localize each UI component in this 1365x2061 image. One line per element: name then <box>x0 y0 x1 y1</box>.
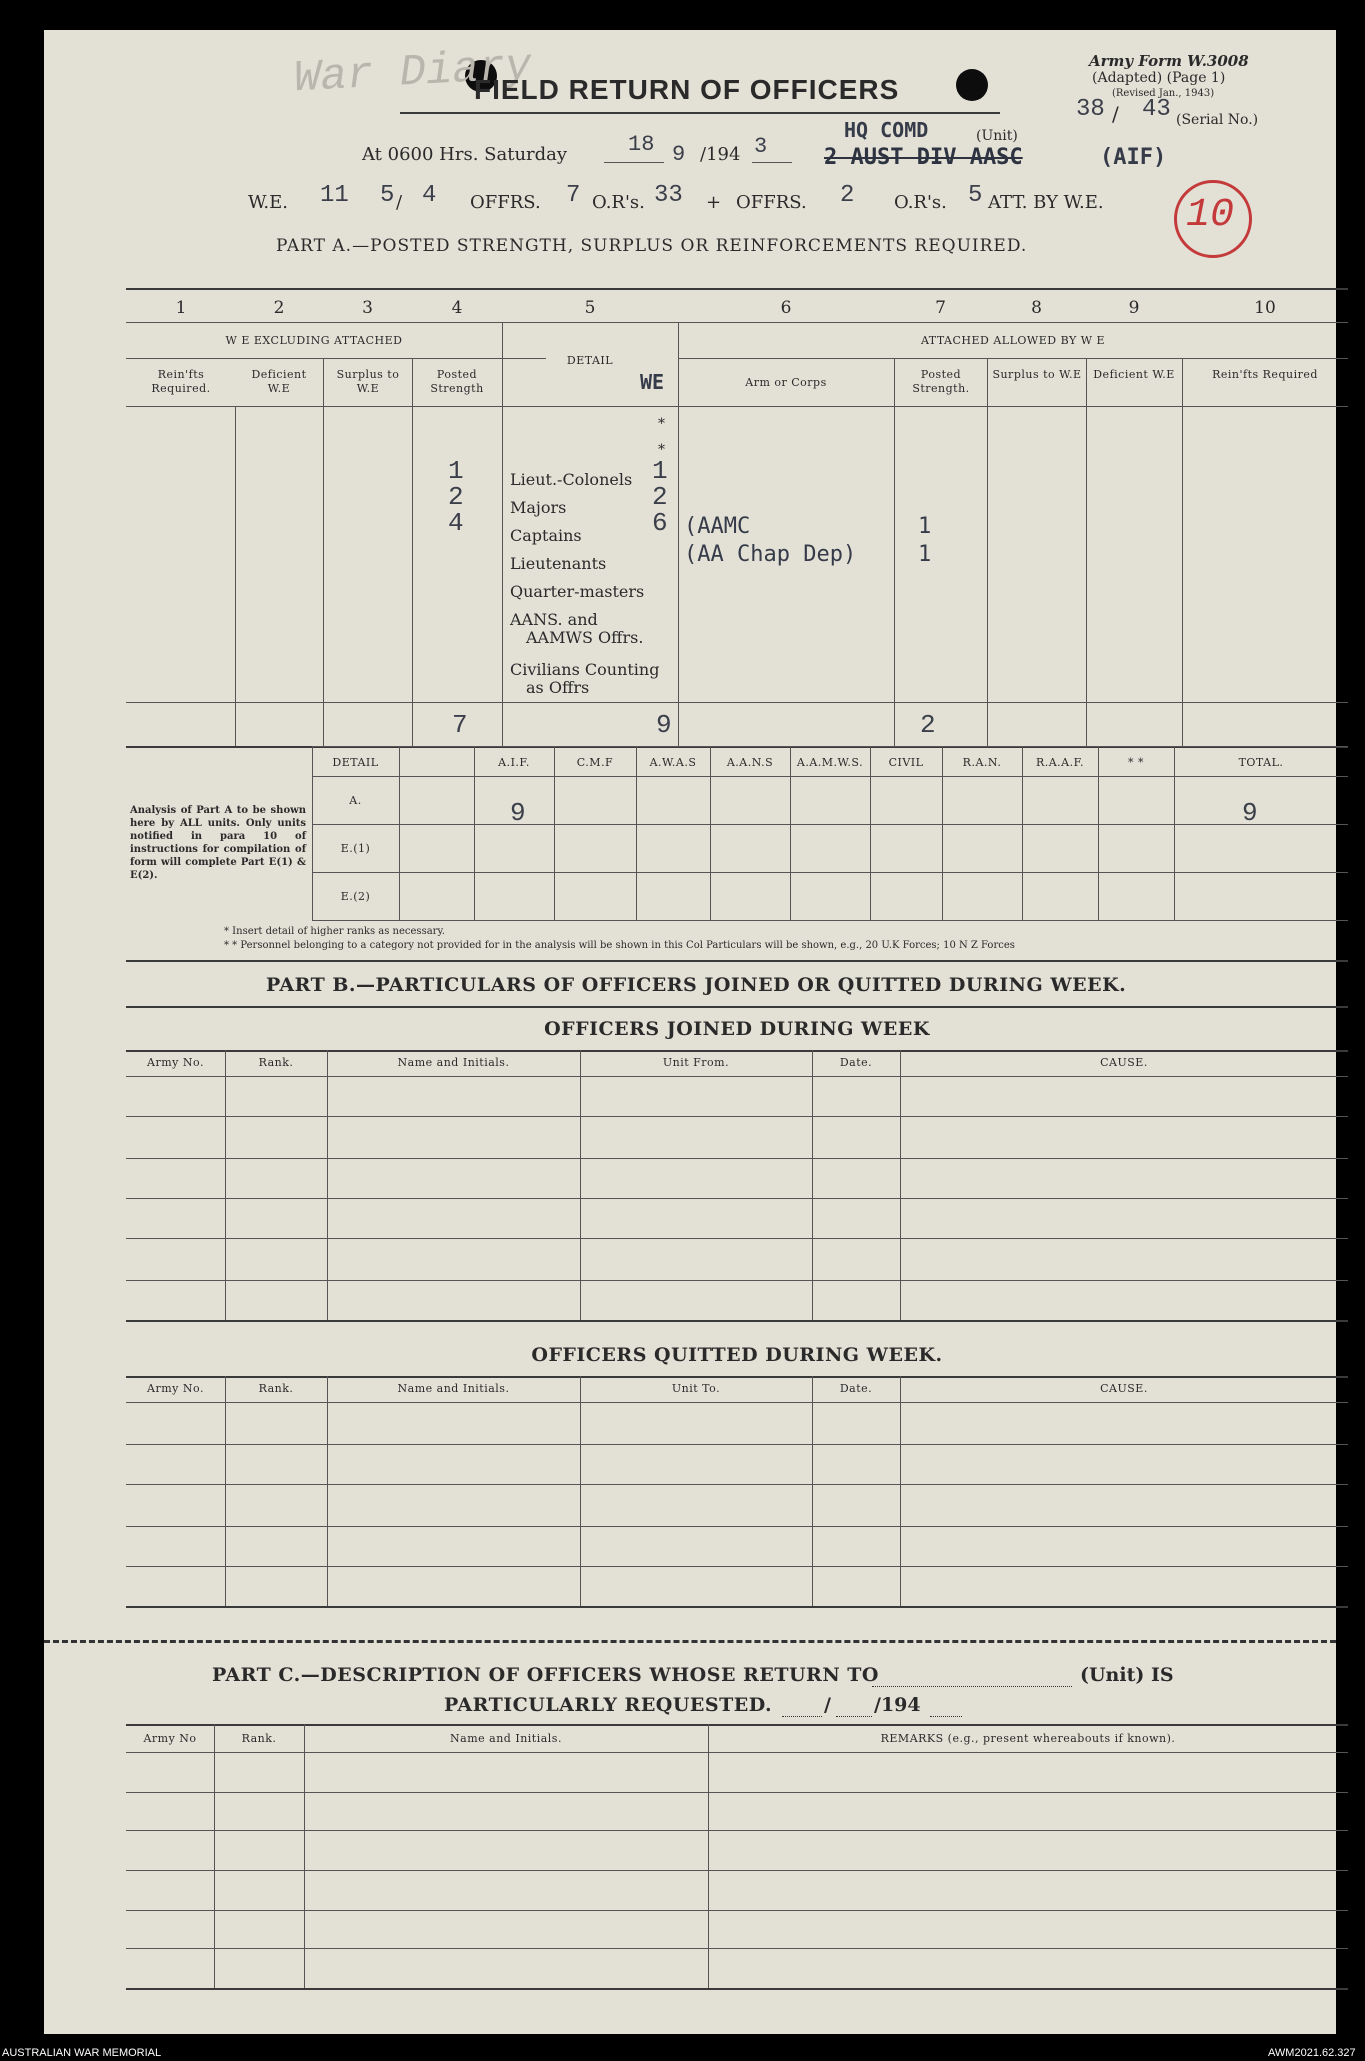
vcol-a3 <box>412 358 413 746</box>
part-a-title: PART A.—POSTED STRENGTH, SURPLUS OR REINFORCEMENTS REQUIRED. <box>276 236 1028 256</box>
posted-lt-col: 1 <box>448 456 464 486</box>
joined-col-date: Date. <box>839 1056 873 1069</box>
we-stamp: WE <box>640 370 665 394</box>
part-b-title-line <box>126 1006 1348 1008</box>
analysis-hdr-cmf: C.M.F <box>576 756 614 769</box>
analysis-top <box>312 746 1348 747</box>
analysis-v4 <box>636 746 637 920</box>
part-c-col-rank: Rank. <box>241 1732 277 1745</box>
date-year-line <box>752 162 792 163</box>
subhdr-att-deficient: Deficient W.E <box>1093 368 1175 381</box>
subhdr-arm-corps: Arm or Corps <box>745 376 827 389</box>
we-c: 4 <box>422 182 437 209</box>
part-c-col-remarks: REMARKS (e.g., present whereabouts if known). <box>880 1732 1176 1745</box>
analysis-hdr-civil: CIVIL <box>888 756 924 769</box>
analysis-row-a <box>312 824 1348 825</box>
analysis-v5 <box>710 746 711 920</box>
analysis-total-a: 9 <box>1242 798 1258 828</box>
joined-col-unit: Unit From. <box>662 1056 730 1069</box>
analysis-v9 <box>1022 746 1023 920</box>
form-title: FIELD RETURN OF OFFICERS <box>474 74 900 105</box>
joined-hdr-top <box>126 1050 1348 1052</box>
part-c-unit-is: (Unit) IS <box>1080 1664 1174 1686</box>
serial-number: 38 <box>1076 96 1105 123</box>
part-c-col-name: Name and Initials. <box>450 1732 562 1745</box>
we-a: 11 <box>320 182 349 209</box>
subhdr-att-posted: Posted Strength. <box>912 368 970 395</box>
part-a-subhdr-line <box>126 406 1348 407</box>
detail-header: DETAIL <box>566 354 614 367</box>
title-underline <box>400 112 1000 114</box>
quitted-row-1 <box>126 1444 1348 1445</box>
rank-lieut-colonels: Lieut.-Colonels <box>510 470 633 489</box>
posted-captains: 4 <box>448 508 464 538</box>
plus-sign: + <box>706 192 722 213</box>
date-day: 18 <box>628 132 655 157</box>
analysis-row-e1 <box>312 872 1348 873</box>
joined-v4 <box>812 1050 813 1320</box>
analysis-note: Analysis of Part A to be shown here by ALL units. Only units notified in para 10 of instructions for compilation of form will complete Part E(1) & E(2). <box>130 805 306 881</box>
joined-v5 <box>900 1050 901 1320</box>
analysis-hdr-aif: A.I.F. <box>498 756 530 769</box>
joined-col-cause: CAUSE. <box>1100 1056 1148 1069</box>
we-sep: / <box>396 192 403 213</box>
col-num-3: 3 <box>362 298 373 318</box>
joined-col-name: Name and Initials. <box>397 1056 510 1069</box>
arm-chap-dep: (AA Chap Dep) <box>684 542 857 567</box>
part-c-v2 <box>304 1724 305 1988</box>
part-c-row-1 <box>126 1792 1348 1793</box>
quitted-v5 <box>900 1376 901 1606</box>
serial-year: 43 <box>1142 96 1171 123</box>
col-num-9: 9 <box>1128 298 1140 318</box>
part-c-line1: PART C.—DESCRIPTION OF OFFICERS WHOSE RETURN TO <box>212 1664 879 1686</box>
subhdr-reinfts: Rein'fts Required. <box>151 368 211 395</box>
part-c-hdr-bottom <box>126 1752 1348 1753</box>
vcol-a6 <box>894 358 895 746</box>
joined-bottom <box>126 1320 1348 1322</box>
date-day-line <box>604 162 664 163</box>
quitted-hdr-top <box>126 1376 1348 1378</box>
form-revised: (Revised Jan., 1943) <box>1112 88 1215 99</box>
part-a-group-line-left <box>126 358 546 359</box>
offrs-value-2: 2 <box>840 182 855 209</box>
vcol-a4 <box>502 322 503 746</box>
att-posted-aamc: 1 <box>918 514 932 539</box>
army-form-id: Army Form W.3008 <box>1089 52 1249 70</box>
quitted-v2 <box>327 1376 328 1606</box>
part-a-top <box>126 288 1348 290</box>
joined-title: OFFICERS JOINED DURING WEEK <box>544 1018 930 1040</box>
we-captains: 6 <box>652 508 668 538</box>
form-adapted: (Adapted) (Page 1) <box>1092 70 1226 86</box>
vcol-a7 <box>987 358 988 746</box>
offrs-value-1: 7 <box>566 182 581 209</box>
col-num-6: 6 <box>780 298 792 318</box>
analysis-hdr-aamws: A.A.M.W.S. <box>796 756 864 769</box>
total-we: 9 <box>656 710 672 740</box>
analysis-row-e2-label: E.(2) <box>340 890 371 903</box>
col-num-5: 5 <box>584 298 596 318</box>
quitted-hdr-bottom <box>126 1402 1348 1403</box>
arm-aamc: (AAMC <box>684 514 751 539</box>
analysis-hdr-raaf: R.A.A.F. <box>1035 756 1085 769</box>
attached-header: ATTACHED ALLOWED BY W E <box>920 334 1106 347</box>
col-num-1: 1 <box>175 298 187 318</box>
quitted-col-date: Date. <box>839 1382 873 1395</box>
analysis-hdr-total: TOTAL. <box>1238 756 1284 769</box>
quitted-v4 <box>812 1376 813 1606</box>
quitted-col-cause: CAUSE. <box>1100 1382 1148 1395</box>
footer-institution: AUSTRALIAN WAR MEMORIAL <box>2 2047 162 2059</box>
quitted-bottom <box>126 1606 1348 1608</box>
part-b-title: PART B.—PARTICULARS OF OFFICERS JOINED OR QUITTED DURING WEEK. <box>266 974 1127 996</box>
part-c-v3 <box>708 1724 709 1988</box>
quitted-row-4 <box>126 1566 1348 1567</box>
part-a-group-line-right <box>678 358 1348 359</box>
joined-v3 <box>580 1050 581 1320</box>
quitted-row-3 <box>126 1526 1348 1527</box>
part-c-v1 <box>214 1724 215 1988</box>
war-diary-scribble: War Diary <box>292 41 533 105</box>
part-c-hdr-top <box>126 1724 1348 1726</box>
part-c-line2: PARTICULARLY REQUESTED. <box>444 1694 773 1716</box>
analysis-aif-a: 9 <box>510 798 526 828</box>
rank-quarter-masters: Quarter-masters <box>510 582 645 601</box>
quitted-title: OFFICERS QUITTED DURING WEEK. <box>531 1344 943 1366</box>
joined-row-1 <box>126 1116 1348 1117</box>
vcol-a9 <box>1182 358 1183 746</box>
footnote-1: * Insert detail of higher ranks as necessary. <box>224 926 445 937</box>
joined-hdr-bottom <box>126 1076 1348 1077</box>
subhdr-att-reinfts: Rein'fts Required <box>1212 368 1318 381</box>
quitted-col-army-no: Army No. <box>147 1382 204 1395</box>
analysis-v6 <box>790 746 791 920</box>
quitted-col-rank: Rank. <box>258 1382 294 1395</box>
analysis-v1 <box>399 746 400 920</box>
offrs-label-1: OFFRS. <box>470 192 541 213</box>
rank-civilians: Civilians Counting <box>510 660 660 679</box>
ors-value-1: 33 <box>654 182 683 209</box>
col-num-2: 2 <box>273 298 285 318</box>
vcol-a1 <box>235 406 236 746</box>
part-a-total-line-top <box>126 702 1348 703</box>
att-posted-chap: 1 <box>918 542 932 567</box>
part-c-bottom <box>126 1988 1348 1990</box>
date-year: 3 <box>754 134 768 159</box>
at-hours-label: At 0600 Hrs. Saturday <box>362 144 568 165</box>
rank-lieutenants: Lieutenants <box>510 554 607 573</box>
vcol-a8 <box>1086 358 1087 746</box>
analysis-hdr-ran: R.A.N. <box>962 756 1002 769</box>
subhdr-att-surplus: Surplus to W.E <box>992 368 1082 381</box>
analysis-hdr-line <box>312 776 1348 777</box>
analysis-v8 <box>942 746 943 920</box>
we-b: 5 <box>380 182 395 209</box>
serial-label: (Serial No.) <box>1176 112 1259 128</box>
rank-aans: AANS. and <box>510 610 598 629</box>
analysis-v3 <box>554 746 555 920</box>
we-majors: 2 <box>652 482 668 512</box>
detail-star-2: * <box>658 442 665 458</box>
rank-as-offrs: as Offrs <box>526 678 590 697</box>
joined-row-3 <box>126 1198 1348 1199</box>
perforation-line <box>44 1640 1336 1643</box>
analysis-v2 <box>474 746 475 920</box>
col-num-7: 7 <box>935 298 946 318</box>
total-posted: 7 <box>452 710 468 740</box>
subhdr-posted: Posted Strength <box>430 368 484 395</box>
part-c-row-3 <box>126 1870 1348 1871</box>
rank-majors: Majors <box>510 498 567 517</box>
quitted-row-2 <box>126 1484 1348 1485</box>
joined-col-rank: Rank. <box>258 1056 294 1069</box>
part-b-top <box>126 960 1348 962</box>
joined-row-4 <box>126 1238 1348 1239</box>
joined-v2 <box>327 1050 328 1320</box>
part-c-year-blank <box>930 1716 962 1718</box>
joined-row-5 <box>126 1280 1348 1281</box>
part-c-date-blank-1 <box>782 1716 822 1718</box>
col-num-10: 10 <box>1254 298 1276 318</box>
analysis-v11 <box>1174 746 1175 920</box>
punch-hole-right <box>956 69 988 101</box>
form-sheet <box>44 30 1336 2034</box>
att-label: ATT. BY W.E. <box>988 192 1104 213</box>
vcol-a2 <box>323 358 324 746</box>
subhdr-deficient: Deficient W.E <box>251 368 307 395</box>
quitted-v1 <box>225 1376 226 1606</box>
analysis-row-a-label: A. <box>349 794 362 807</box>
joined-row-2 <box>126 1158 1348 1159</box>
ors-label-2: O.R's. <box>894 192 947 213</box>
total-attached: 2 <box>920 710 936 740</box>
part-c-date-sep: / <box>824 1694 831 1716</box>
part-c-date-blank-2 <box>836 1716 872 1718</box>
analysis-v10 <box>1098 746 1099 920</box>
circled-value: 10 <box>1186 193 1235 238</box>
analysis-hdr-aans: A.A.N.S <box>726 756 774 769</box>
part-c-unit-blank <box>872 1686 1072 1688</box>
col-num-8: 8 <box>1031 298 1042 318</box>
subhdr-surplus: Surplus to W.E <box>336 368 400 395</box>
ors-label-1: O.R's. <box>592 192 645 213</box>
part-c-row-4 <box>126 1910 1348 1911</box>
rank-aamws: AAMWS Offrs. <box>526 628 644 647</box>
we-lt-col: 1 <box>652 456 668 486</box>
rank-captains: Captains <box>510 526 582 545</box>
unit-typed: HQ COMD <box>844 118 929 142</box>
part-c-col-army-no: Army No <box>143 1732 197 1745</box>
offrs-label-2: OFFRS. <box>736 192 807 213</box>
aif-label: (AIF) <box>1100 145 1167 170</box>
detail-star-1: * <box>658 416 665 432</box>
date-year-prefix: /194 <box>700 144 741 165</box>
quitted-v3 <box>580 1376 581 1606</box>
footnote-2: * * Personnel belonging to a category not provided for in the analysis will be shown in this Col Particulars will be shown, e.g., 20 U.K Forces; 10 N Z Forces <box>224 940 1015 951</box>
joined-v1 <box>225 1050 226 1320</box>
footer-accession: AWM2021.62.327 <box>1268 2047 1356 2059</box>
part-a-colnum-line <box>126 322 1348 323</box>
serial-slash: / <box>1112 102 1119 126</box>
quitted-col-name: Name and Initials. <box>397 1382 510 1395</box>
ors-value-2: 5 <box>968 182 983 209</box>
joined-col-army-no: Army No. <box>147 1056 204 1069</box>
we-label: W.E. <box>248 192 288 213</box>
date-month: 9 <box>672 142 686 167</box>
analysis-row-e1-label: E.(1) <box>340 842 371 855</box>
unit-label: (Unit) <box>976 128 1018 144</box>
we-excluding-header: W E EXCLUDING ATTACHED <box>225 334 403 347</box>
col-num-4: 4 <box>451 298 463 318</box>
part-c-year: /194 <box>874 1694 921 1716</box>
analysis-bottom <box>312 920 1348 921</box>
analysis-v7 <box>870 746 871 920</box>
analysis-hdr-detail: DETAIL <box>332 756 379 769</box>
quitted-col-unit: Unit To. <box>671 1382 721 1395</box>
part-c-row-5 <box>126 1948 1348 1949</box>
unit-struck: 2 AUST DIV AASC <box>824 145 1023 170</box>
analysis-hdr-awas: A.W.A.S <box>649 756 697 769</box>
posted-majors: 2 <box>448 482 464 512</box>
analysis-hdr-other: * * <box>1128 756 1144 769</box>
part-c-row-2 <box>126 1830 1348 1831</box>
